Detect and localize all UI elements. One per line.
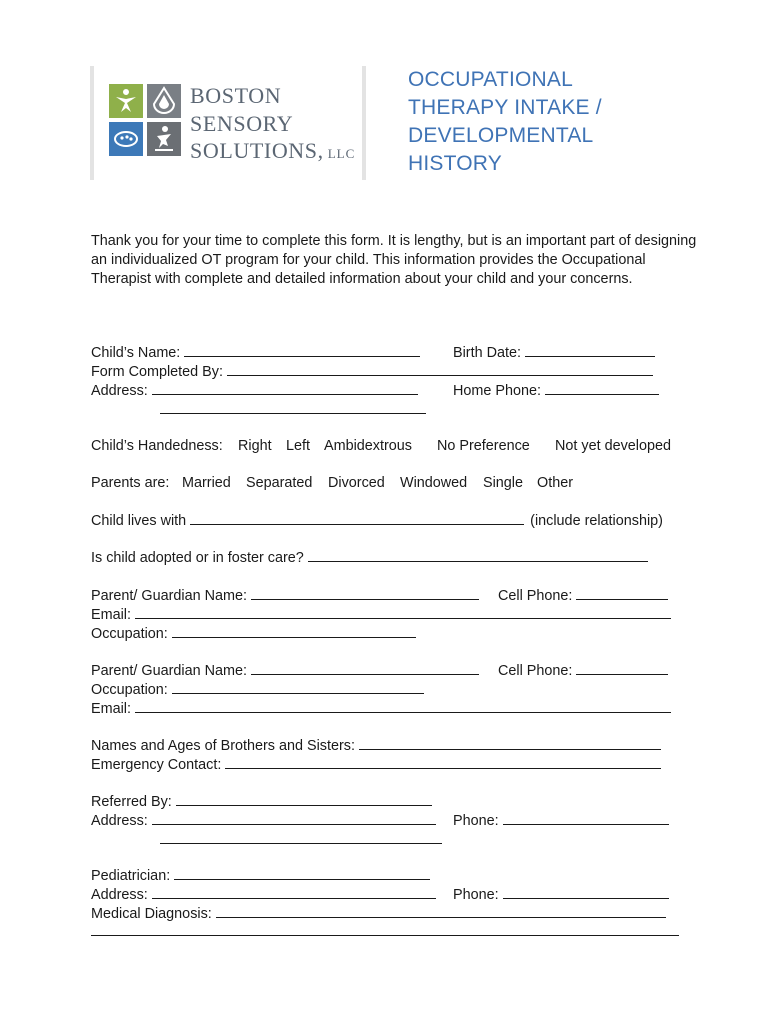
- logo-divider-right: [362, 66, 366, 180]
- pediatrician-row: [91, 866, 430, 885]
- child-lives-with-field[interactable]: [190, 511, 524, 525]
- home-phone-field[interactable]: [545, 381, 659, 395]
- handedness-option-right[interactable]: Right: [238, 438, 272, 454]
- parents-option-single[interactable]: Single: [483, 475, 524, 491]
- form-completed-by-field[interactable]: [227, 362, 653, 376]
- guardian-1-cell-row: [498, 586, 668, 605]
- document-title: [408, 66, 602, 178]
- pediatrician-phone-label: Phone:: [453, 887, 499, 903]
- handedness-option-left[interactable]: Left: [286, 438, 311, 454]
- pediatrician-address-field[interactable]: [152, 885, 436, 899]
- birth-date-row: [453, 343, 655, 362]
- pediatrician-address-label: Address:: [91, 887, 148, 903]
- guardian-2-occupation-field[interactable]: [172, 680, 424, 694]
- guardian-1-occupation-row: [91, 624, 416, 643]
- intro-paragraph: Thank you for your time to complete this form. It is lengthy, but is an important part of designing an individualized OT program for your child. This information provides the Occupational Therapist with complete and detailed information about your child and your concerns.: [91, 233, 697, 287]
- referred-by-label: Referred By:: [91, 794, 172, 810]
- childs-name-label: Child’s Name:: [91, 345, 181, 361]
- parents-option-divorced[interactable]: Divorced: [328, 475, 385, 491]
- child-address-label: Address:: [91, 383, 148, 399]
- drop-tile-icon: [147, 84, 181, 118]
- emergency-contact-row: [91, 755, 661, 774]
- child-lives-with-label: Child lives with: [91, 513, 187, 529]
- child-lives-with-row: [91, 511, 663, 530]
- child-address-row: [91, 381, 418, 400]
- birth-date-label: Birth Date:: [453, 345, 521, 361]
- guardian-1-occupation-label: Occupation:: [91, 626, 168, 642]
- handedness-option-no-preference[interactable]: No Preference: [437, 438, 530, 454]
- medical-diagnosis-line-2-field[interactable]: [91, 922, 679, 936]
- guardian-2-occupation-row: [91, 680, 424, 699]
- adopted-field[interactable]: [308, 548, 648, 562]
- guardian-2-email-row: [91, 699, 671, 718]
- logo-divider-left: [90, 66, 94, 180]
- brand-name: [190, 82, 355, 168]
- guardian-1-name-label: Parent/ Guardian Name:: [91, 588, 247, 604]
- childs-name-row: [91, 343, 420, 362]
- figure-tile-icon: [109, 84, 143, 118]
- referrer-phone-label: Phone:: [453, 813, 499, 829]
- brand-line-1: BOSTON: [190, 83, 282, 108]
- home-phone-label: Home Phone:: [453, 383, 541, 399]
- form-completed-by-label: Form Completed By:: [91, 364, 223, 380]
- handedness-label: Child’s Handedness:: [91, 438, 223, 454]
- guardian-2-email-field[interactable]: [135, 699, 671, 713]
- parents-option-other[interactable]: Other: [537, 475, 573, 491]
- emergency-contact-label: Emergency Contact:: [91, 757, 222, 773]
- pediatrician-phone-row: [453, 885, 669, 904]
- referred-by-field[interactable]: [176, 792, 432, 806]
- referrer-address-field[interactable]: [152, 811, 436, 825]
- guardian-1-cell-field[interactable]: [576, 586, 668, 600]
- referrer-address-row: [91, 811, 436, 830]
- parents-option-married[interactable]: Married: [182, 475, 231, 491]
- child-address-line-2-field[interactable]: [160, 400, 426, 414]
- guardian-2-cell-label: Cell Phone:: [498, 663, 573, 679]
- guardian-1-name-row: [91, 586, 479, 605]
- title-line-3: DEVELOPMENTAL: [408, 124, 594, 147]
- guardian-1-email-label: Email:: [91, 607, 131, 623]
- parents-option-windowed[interactable]: Windowed: [400, 475, 468, 491]
- guardian-2-email-label: Email:: [91, 701, 131, 717]
- medical-diagnosis-row: [91, 904, 666, 923]
- referrer-address-line-2-field[interactable]: [160, 830, 442, 844]
- medical-diagnosis-label: Medical Diagnosis:: [91, 906, 212, 922]
- pediatrician-address-row: [91, 885, 436, 904]
- pediatrician-label: Pediatrician:: [91, 868, 171, 884]
- pediatrician-phone-field[interactable]: [503, 885, 669, 899]
- include-relationship-note: (include relationship): [530, 513, 663, 529]
- parents-option-separated[interactable]: Separated: [246, 475, 313, 491]
- brand-line-2: SENSORY: [190, 110, 294, 136]
- brand-line-3: SOLUTIONS,: [190, 138, 324, 163]
- title-line-4: HISTORY: [408, 152, 502, 175]
- bowl-tile-icon: [109, 122, 143, 156]
- siblings-row: [91, 736, 661, 755]
- guardian-2-name-label: Parent/ Guardian Name:: [91, 663, 247, 679]
- handedness-row: [91, 437, 223, 455]
- home-phone-row: [453, 381, 659, 400]
- childs-name-field[interactable]: [184, 343, 420, 357]
- referrer-address-label: Address:: [91, 813, 148, 829]
- handedness-option-not-yet-developed[interactable]: Not yet developed: [555, 438, 672, 454]
- title-line-2: THERAPY INTAKE /: [408, 96, 602, 119]
- guardian-1-cell-label: Cell Phone:: [498, 588, 573, 604]
- title-line-1: OCCUPATIONAL: [408, 68, 573, 91]
- guardian-1-name-field[interactable]: [251, 586, 479, 600]
- parents-status-row: [91, 474, 169, 492]
- guardian-2-occupation-label: Occupation:: [91, 682, 168, 698]
- referrer-phone-field[interactable]: [503, 811, 669, 825]
- pediatrician-field[interactable]: [174, 866, 430, 880]
- company-logo: [109, 84, 181, 157]
- birth-date-field[interactable]: [525, 343, 655, 357]
- form-completed-by-row: [91, 362, 653, 381]
- guardian-2-name-field[interactable]: [251, 661, 479, 675]
- medical-diagnosis-field[interactable]: [216, 904, 666, 918]
- guardian-2-name-row: [91, 661, 479, 680]
- siblings-label: Names and Ages of Brothers and Sisters:: [91, 738, 355, 754]
- referrer-phone-row: [453, 811, 669, 830]
- siblings-field[interactable]: [359, 736, 661, 750]
- parents-status-label: Parents are:: [91, 475, 170, 491]
- guardian-1-email-field[interactable]: [135, 605, 671, 619]
- brand-suffix: LLC: [327, 146, 356, 161]
- guardian-2-cell-field[interactable]: [576, 661, 668, 675]
- adopted-row: [91, 548, 648, 567]
- guardian-1-email-row: [91, 605, 671, 624]
- handedness-option-ambidextrous[interactable]: Ambidextrous: [324, 438, 412, 454]
- child-activity-tile-icon: [147, 122, 181, 156]
- emergency-contact-field[interactable]: [225, 755, 661, 769]
- adopted-label: Is child adopted or in foster care?: [91, 550, 304, 566]
- child-address-field[interactable]: [152, 381, 418, 395]
- guardian-1-occupation-field[interactable]: [172, 624, 416, 638]
- referred-by-row: [91, 792, 432, 811]
- guardian-2-cell-row: [498, 661, 668, 680]
